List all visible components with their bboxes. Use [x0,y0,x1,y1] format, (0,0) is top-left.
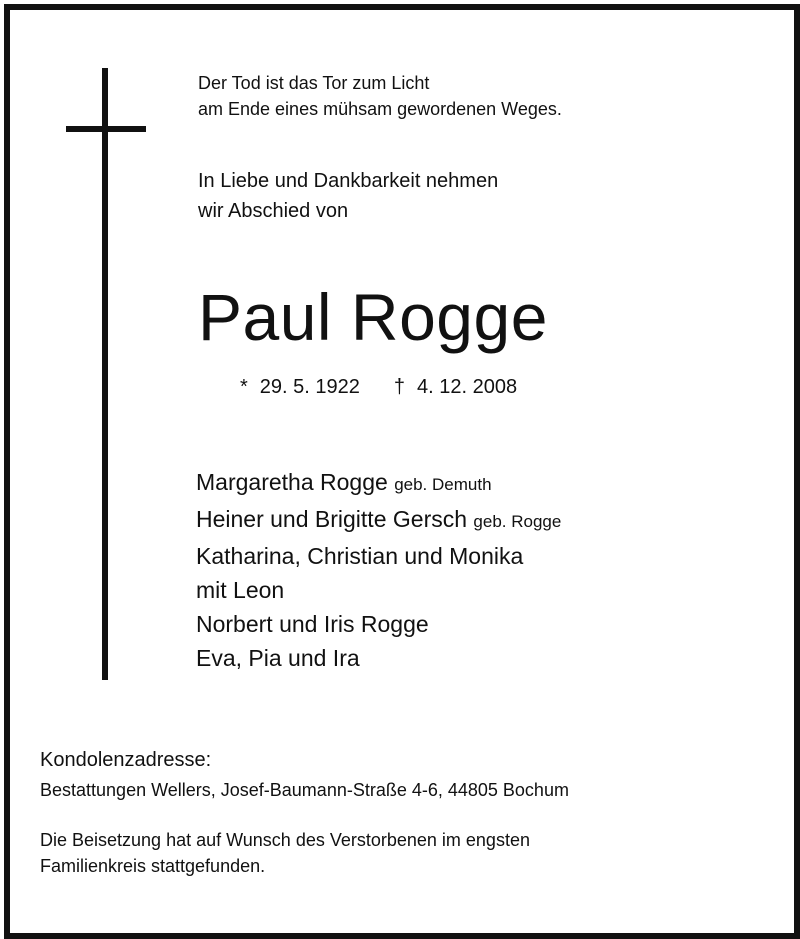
death-dagger-icon: † [393,376,406,398]
mourner-name: Heiner und Brigitte Gersch [196,506,468,532]
verse-line-1: Der Tod ist das Tor zum Licht [198,73,430,93]
cross-icon [102,68,108,680]
burial-note-line-1: Die Beisetzung hat auf Wunsch des Verstorbenen im engsten [40,830,530,850]
birth-star-icon: * [240,376,248,398]
deceased-name: Paul Rogge [198,280,548,354]
cross-icon-bar [66,126,146,132]
mourner-line [196,607,561,641]
mourner-maiden-name: geb. Demuth [394,475,492,494]
burial-note [40,827,530,879]
verse [198,70,562,122]
mourner-line [196,465,561,502]
mourners-list [196,465,561,675]
burial-note-line-2: Familienkreis stattgefunden. [40,856,266,876]
intro-line-1: In Liebe und Dankbarkeit nehmen [198,170,499,192]
intro-line-2: wir Abschied von [198,200,349,222]
mourner-name: Katharina, Christian und Monika [196,543,524,569]
mourner-name: Eva, Pia und Ira [196,645,360,671]
mourner-name: Margaretha Rogge [196,469,388,495]
mourner-line [196,502,561,539]
mourner-name: Norbert und Iris Rogge [196,611,429,637]
life-dates [240,373,517,401]
obituary-frame [4,4,800,939]
condolence-address: Bestattungen Wellers, Josef-Baumann-Straße 4-6, 44805 Bochum [40,780,569,800]
mourner-line [196,539,561,573]
condolence-heading: Kondolenzadresse: [40,749,212,771]
mourner-line [196,573,561,607]
verse-line-2: am Ende eines mühsam gewordenen Weges. [198,99,562,119]
mourner-maiden-name: geb. Rogge [473,512,562,531]
intro-text [198,166,498,226]
birth-date: 29. 5. 1922 [259,376,360,398]
mourner-name: mit Leon [196,577,285,603]
obituary-content [10,10,794,933]
death-date: 4. 12. 2008 [417,376,518,398]
mourner-line [196,641,561,675]
